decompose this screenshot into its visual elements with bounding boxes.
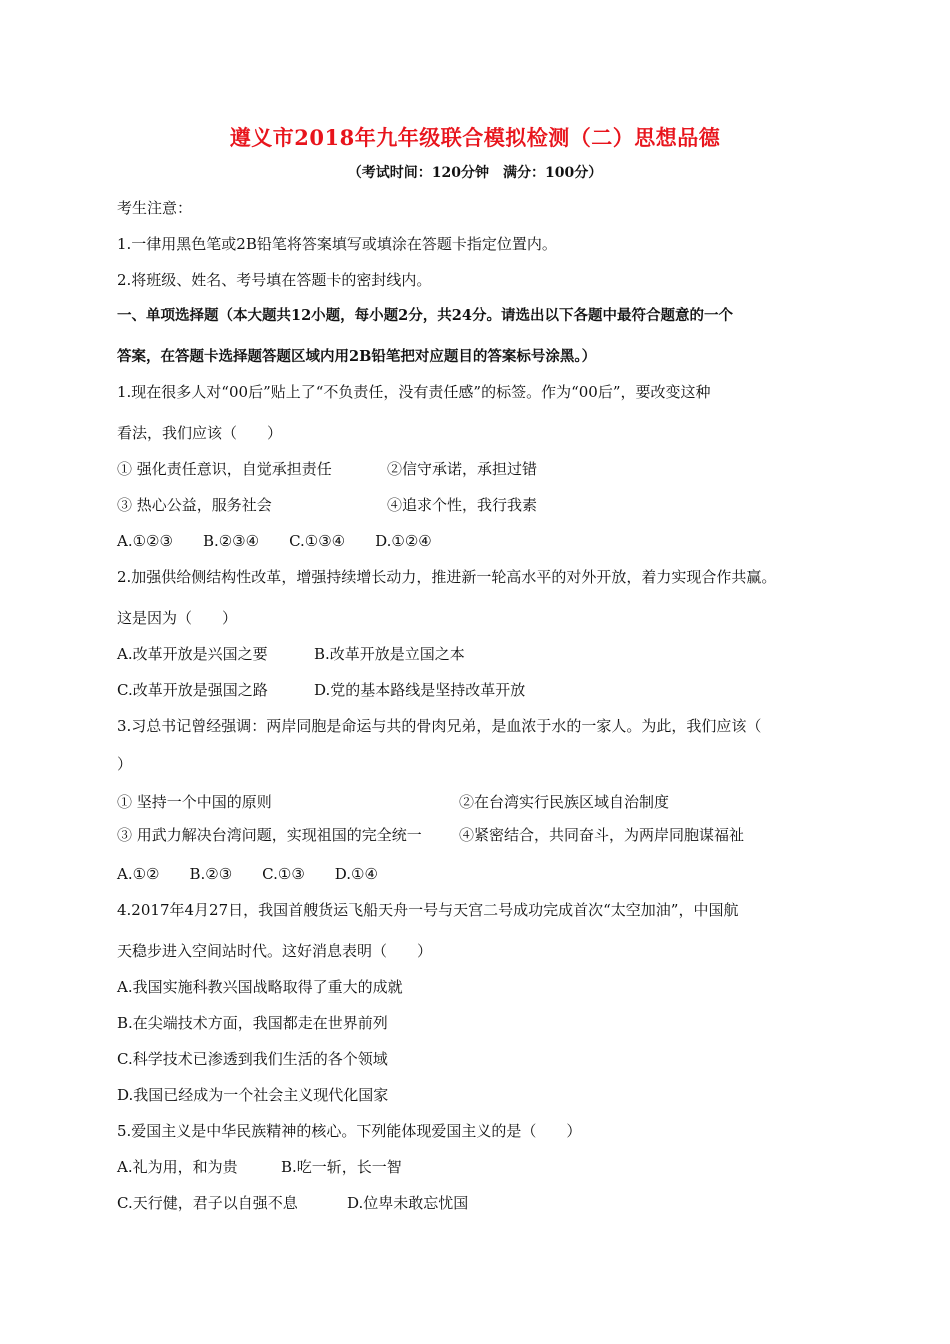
q4-stem-line2: 天稳步进入空间站时代。这好消息表明（ ）: [117, 942, 433, 960]
q3-option-3: ③ 用武力解决台湾问题，实现祖国的完全统一: [117, 826, 422, 844]
q5-answer-b: B.吃一斩，长一智: [281, 1158, 402, 1176]
q1-answers: A.①②③ B.②③④ C.①③④ D.①②④: [117, 532, 432, 550]
q1-option-2: ②信守承诺，承担过错: [387, 460, 538, 478]
q1-stem-line2: 看法，我们应该（ ）: [117, 424, 283, 442]
q2-answer-a: A.改革开放是兴国之要: [117, 645, 268, 663]
q1-stem-line1: 1.现在很多人对“00后”贴上了“不负责任，没有责任感”的标签。作为“00后”，要改变这种: [117, 383, 711, 401]
notice-item-2: 2.将班级、姓名、考号填在答题卡的密封线内。: [117, 271, 432, 289]
section-heading-line1: 一、单项选择题（本大题共12小题，每小题2分，共24分。请选出以下各题中最符合题意的一个: [117, 307, 733, 324]
q1-option-1: ① 强化责任意识，自觉承担责任: [117, 460, 332, 478]
q4-answer-c: C.科学技术已渗透到我们生活的各个领域: [117, 1050, 388, 1068]
q3-stem-line2: ）: [117, 755, 133, 773]
q4-answer-d: D.我国已经成为一个社会主义现代化国家: [117, 1086, 389, 1104]
q2-answer-c: C.改革开放是强国之路: [117, 681, 268, 699]
section-heading-line2: 答案，在答题卡选择题答题区域内用2B铅笔把对应题目的答案标号涂黑。）: [117, 348, 597, 365]
q5-stem-line1: 5.爱国主义是中华民族精神的核心。下列能体现爱国主义的是（ ）: [117, 1122, 582, 1140]
q3-option-row2: [117, 825, 745, 845]
q5-answer-d: D.位卑未敢忘忧国: [347, 1194, 469, 1212]
q3-option-4: ④紧密结合，共同奋斗，为两岸同胞谋福祉: [459, 826, 745, 844]
notice-heading: 考生注意：: [117, 199, 193, 217]
q1-option-row2: [117, 495, 538, 515]
q2-answer-d: D.党的基本路线是坚持改革开放: [314, 681, 526, 699]
q1-option-3: ③ 热心公益，服务社会: [117, 496, 272, 514]
q4-answer-b: B.在尖端技术方面，我国都走在世界前列: [117, 1014, 388, 1032]
q5-answer-c: C.天行健，君子以自强不息: [117, 1194, 298, 1212]
q5-answer-row2: [117, 1193, 469, 1213]
exam-title: 遵义市2018年九年级联合模拟检测（二）思想品德: [229, 125, 721, 150]
q4-answer-a: A.我国实施科教兴国战略取得了重大的成就: [117, 978, 403, 996]
q2-stem-line2: 这是因为（ ）: [117, 609, 238, 627]
q2-answer-row1: [117, 644, 465, 664]
q2-stem-line1: 2.加强供给侧结构性改革，增强持续增长动力，推进新一轮高水平的对外开放，着力实现合作共赢。: [117, 568, 777, 586]
q5-answer-a: A.礼为用，和为贵: [117, 1158, 238, 1176]
exam-subtitle: （考试时间：120分钟 满分：100分）: [347, 165, 603, 181]
q4-stem-line1: 4.2017年4月27日，我国首艘货运飞船天舟一号与天宫二号成功完成首次“太空加油”，中国航: [117, 901, 739, 919]
q3-option-row1: [117, 792, 670, 812]
q1-option-4: ④追求个性，我行我素: [387, 496, 538, 514]
q3-stem-line1: 3.习总书记曾经强调：两岸同胞是命运与共的骨肉兄弟，是血浓于水的一家人。为此，我们应该（: [117, 717, 762, 735]
q5-answer-row1: [117, 1157, 402, 1177]
q2-answer-b: B.改革开放是立国之本: [314, 645, 465, 663]
q2-answer-row2: [117, 680, 526, 700]
notice-item-1: 1.一律用黑色笔或2B铅笔将答案填写或填涂在答题卡指定位置内。: [117, 235, 557, 253]
q3-option-1: ① 坚持一个中国的原则: [117, 793, 272, 811]
q1-option-row1: [117, 459, 538, 479]
q3-option-2: ②在台湾实行民族区域自治制度: [459, 793, 670, 811]
q3-answers: A.①② B.②③ C.①③ D.①④: [117, 865, 378, 883]
